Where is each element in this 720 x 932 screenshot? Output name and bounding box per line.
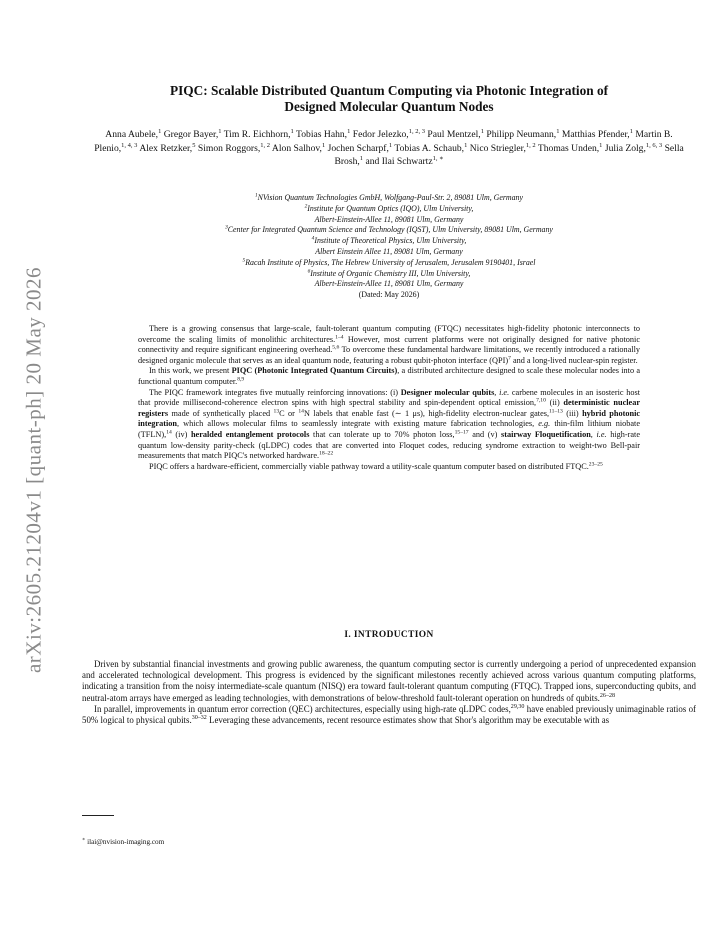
affiliation-line: $^1$NVision Quantum Technologies GmbH, Wolfgang-Paul-Str. 2, 89081 Ulm, Germany [254,192,524,202]
affiliation-list [84,193,694,301]
author-name: Sella Brosh,$^1$ [334,142,684,167]
affiliation-line: $^6$Institute of Organic Chemistry III, Ulm University, [307,267,471,278]
affiliation-line: Albert-Einstein-Allee 11, 89081 Ulm, Germany [314,279,464,289]
introduction-body [82,659,696,726]
author-name: Nico Striegler,$^{1, 2}$ [469,141,536,154]
arxiv-sidebar [14,240,54,700]
title-line: PIQC: Scalable Distributed Quantum Computing via Photonic Integration of [169,83,609,98]
dated-line: (Dated: May 2026) [358,290,420,300]
corresponding-author-footnote: ∗ ilai@nvision-imaging.com [82,837,165,846]
author-name: Thomas Unden,$^1$ [537,141,603,154]
author-name: Tobias A. Schaub,$^1$ [394,141,468,154]
title-line: Designed Molecular Quantum Nodes [284,99,494,114]
affiliation-line: $^4$Institute of Theoretical Physics, Ulm University, [311,235,467,246]
author-name: Philipp Neumann,$^1$ [486,127,560,140]
abstract-paragraph: There is a growing consensus that large-scale, fault-tolerant quantum computing (FTQC) necessitates high-fidelity photonic interconnects to overcome the scaling limits of monolithic architectures.$^{1-4}$ However, most current platforms were not originally designed for native photonic connectivity and require significant engineering overhead.$^{5,6}$ To overcome these fundamental hardware limitations, we recently introduced a rationally designed organic molecule that serves as an ideal quantum node, featuring a robust qubit-photon interface (QPI)$^7$ and a long-lived nuclear-spin register. [138,324,640,365]
author-name: Alon Salhov,$^1$ [271,141,326,154]
abstract [138,324,640,472]
author-name: Tim R. Eichhorn,$^1$ [223,127,294,140]
author-name: and Ilai Schwartz$^{1, ∗}$ [365,154,444,167]
affiliation-line: Albert-Einstein-Allee 11, 89081 Ulm, Germany [314,214,464,224]
affiliation-line: $^3$Center for Integrated Quantum Science and Technology (IQST), Ulm University, 89081 Ulm, Germany [225,224,553,235]
author-name: Fedor Jelezko,$^{1, 2, 3}$ [352,127,425,140]
abstract-paragraph: The PIQC framework integrates five mutually reinforcing innovations: (i) Designer molecular qubits, i.e. carbene molecules in an isosteric host that provide millisecond-coherence electron spins with high spectral stability and spin-dependent optical emission,$^{7,10}$ (ii) deterministic nuclear registers made of synthetically placed $^{13}$C or $^{14}$N labels that enable fast (∼ 1 μs), high-fidelity electron-nuclear gates,$^{11-13}$ (iii) hybrid photonic integration, which allows molecular films to seamlessly integrate with existing mature fabrication technologies, e.g. thin-film lithium niobate (TFLN),$^{14}$ (iv) heralded entanglement protocols that can tolerate up to 70% photon loss,$^{15-17}$ and (v) stairway Floquetification, i.e. high-rate quantum low-density parity-check (qLDPC) codes that are converted into Floquet codes, reducing syndrome extraction to weight-two Bell-pair measurements that match PIQC's networked hardware.$^{18-22}$ [138,387,641,461]
author-name: Anna Aubele,$^1$ [105,127,162,140]
affiliation-line: Albert Einstein Allee 11, 89081 Ulm, Germany [315,246,463,256]
body-paragraph: Driven by substantial financial investments and growing public awareness, the quantum computing sector is currently undergoing a period of unprecedented expansion and accelerated technological development. This progress is evidenced by the significant milestones recently achieved across various quantum computing platforms, indicating a transition from the noisy intermediate-scale quantum (NISQ) era toward fault-tolerant quantum computing (FTQC). Trapped ions, superconducting qubits, and neutral-atom arrays have emerged as leading technologies, with demonstrations of below-threshold fault-tolerant operation on hundreds of qubits.$^{26-28}$ [82,659,696,703]
abstract-paragraph: In this work, we present PIQC (Photonic Integrated Quantum Circuits), a distributed architecture designed to scale these molecular nodes into a functional quantum computer.$^{8,9}$ [138,366,640,386]
abstract-paragraph: PIQC offers a hardware-efficient, commercially viable pathway toward a utility-scale quantum computer based on distributed FTQC.$^{23-25}$ [149,460,603,471]
author-name: Matthias Pfender,$^1$ [561,127,633,140]
author-name: Gregor Bayer,$^1$ [163,127,222,140]
body-paragraph: In parallel, improvements in quantum error correction (QEC) architectures, especially using high-rate qLDPC codes,$^{29,30}$ have enabled previously unimaginable ratios of 50% logical to physical qubits.$^{30-32}$ Leveraging these advancements, recent resource estimates show that Shor's algorithm may be executable with as [82,703,696,726]
author-name: Julia Zolg,$^{1, 6, 3}$ [604,141,663,154]
author-name: Tobias Hahn,$^1$ [296,127,351,140]
footnote-divider [82,815,114,816]
email-link[interactable]: ilai@nvision-imaging.com [87,838,165,846]
affiliation-line: $^5$Racah Institute of Physics, The Hebrew University of Jerusalem, Jerusalem 9190401, Israel [242,257,536,267]
arxiv-identifier: arXiv:2605.21204v1 [quant-ph] 20 May 2026 [21,266,46,674]
author-name: Alex Retzker,$^5$ [139,141,196,154]
author-name: Simon Roggors,$^{1, 2}$ [197,141,271,154]
paper-title [84,83,694,115]
section-heading: I. INTRODUCTION [344,630,434,640]
author-name: Paul Mentzel,$^1$ [427,127,484,140]
author-list [94,128,684,169]
author-name: Martin B. Plenio,$^{1, 4, 3}$ [94,129,673,154]
affiliation-line: $^2$Institute for Quantum Optics (IQO), Ulm University, [304,203,474,213]
author-name: Jochen Scharpf,$^1$ [327,141,393,154]
